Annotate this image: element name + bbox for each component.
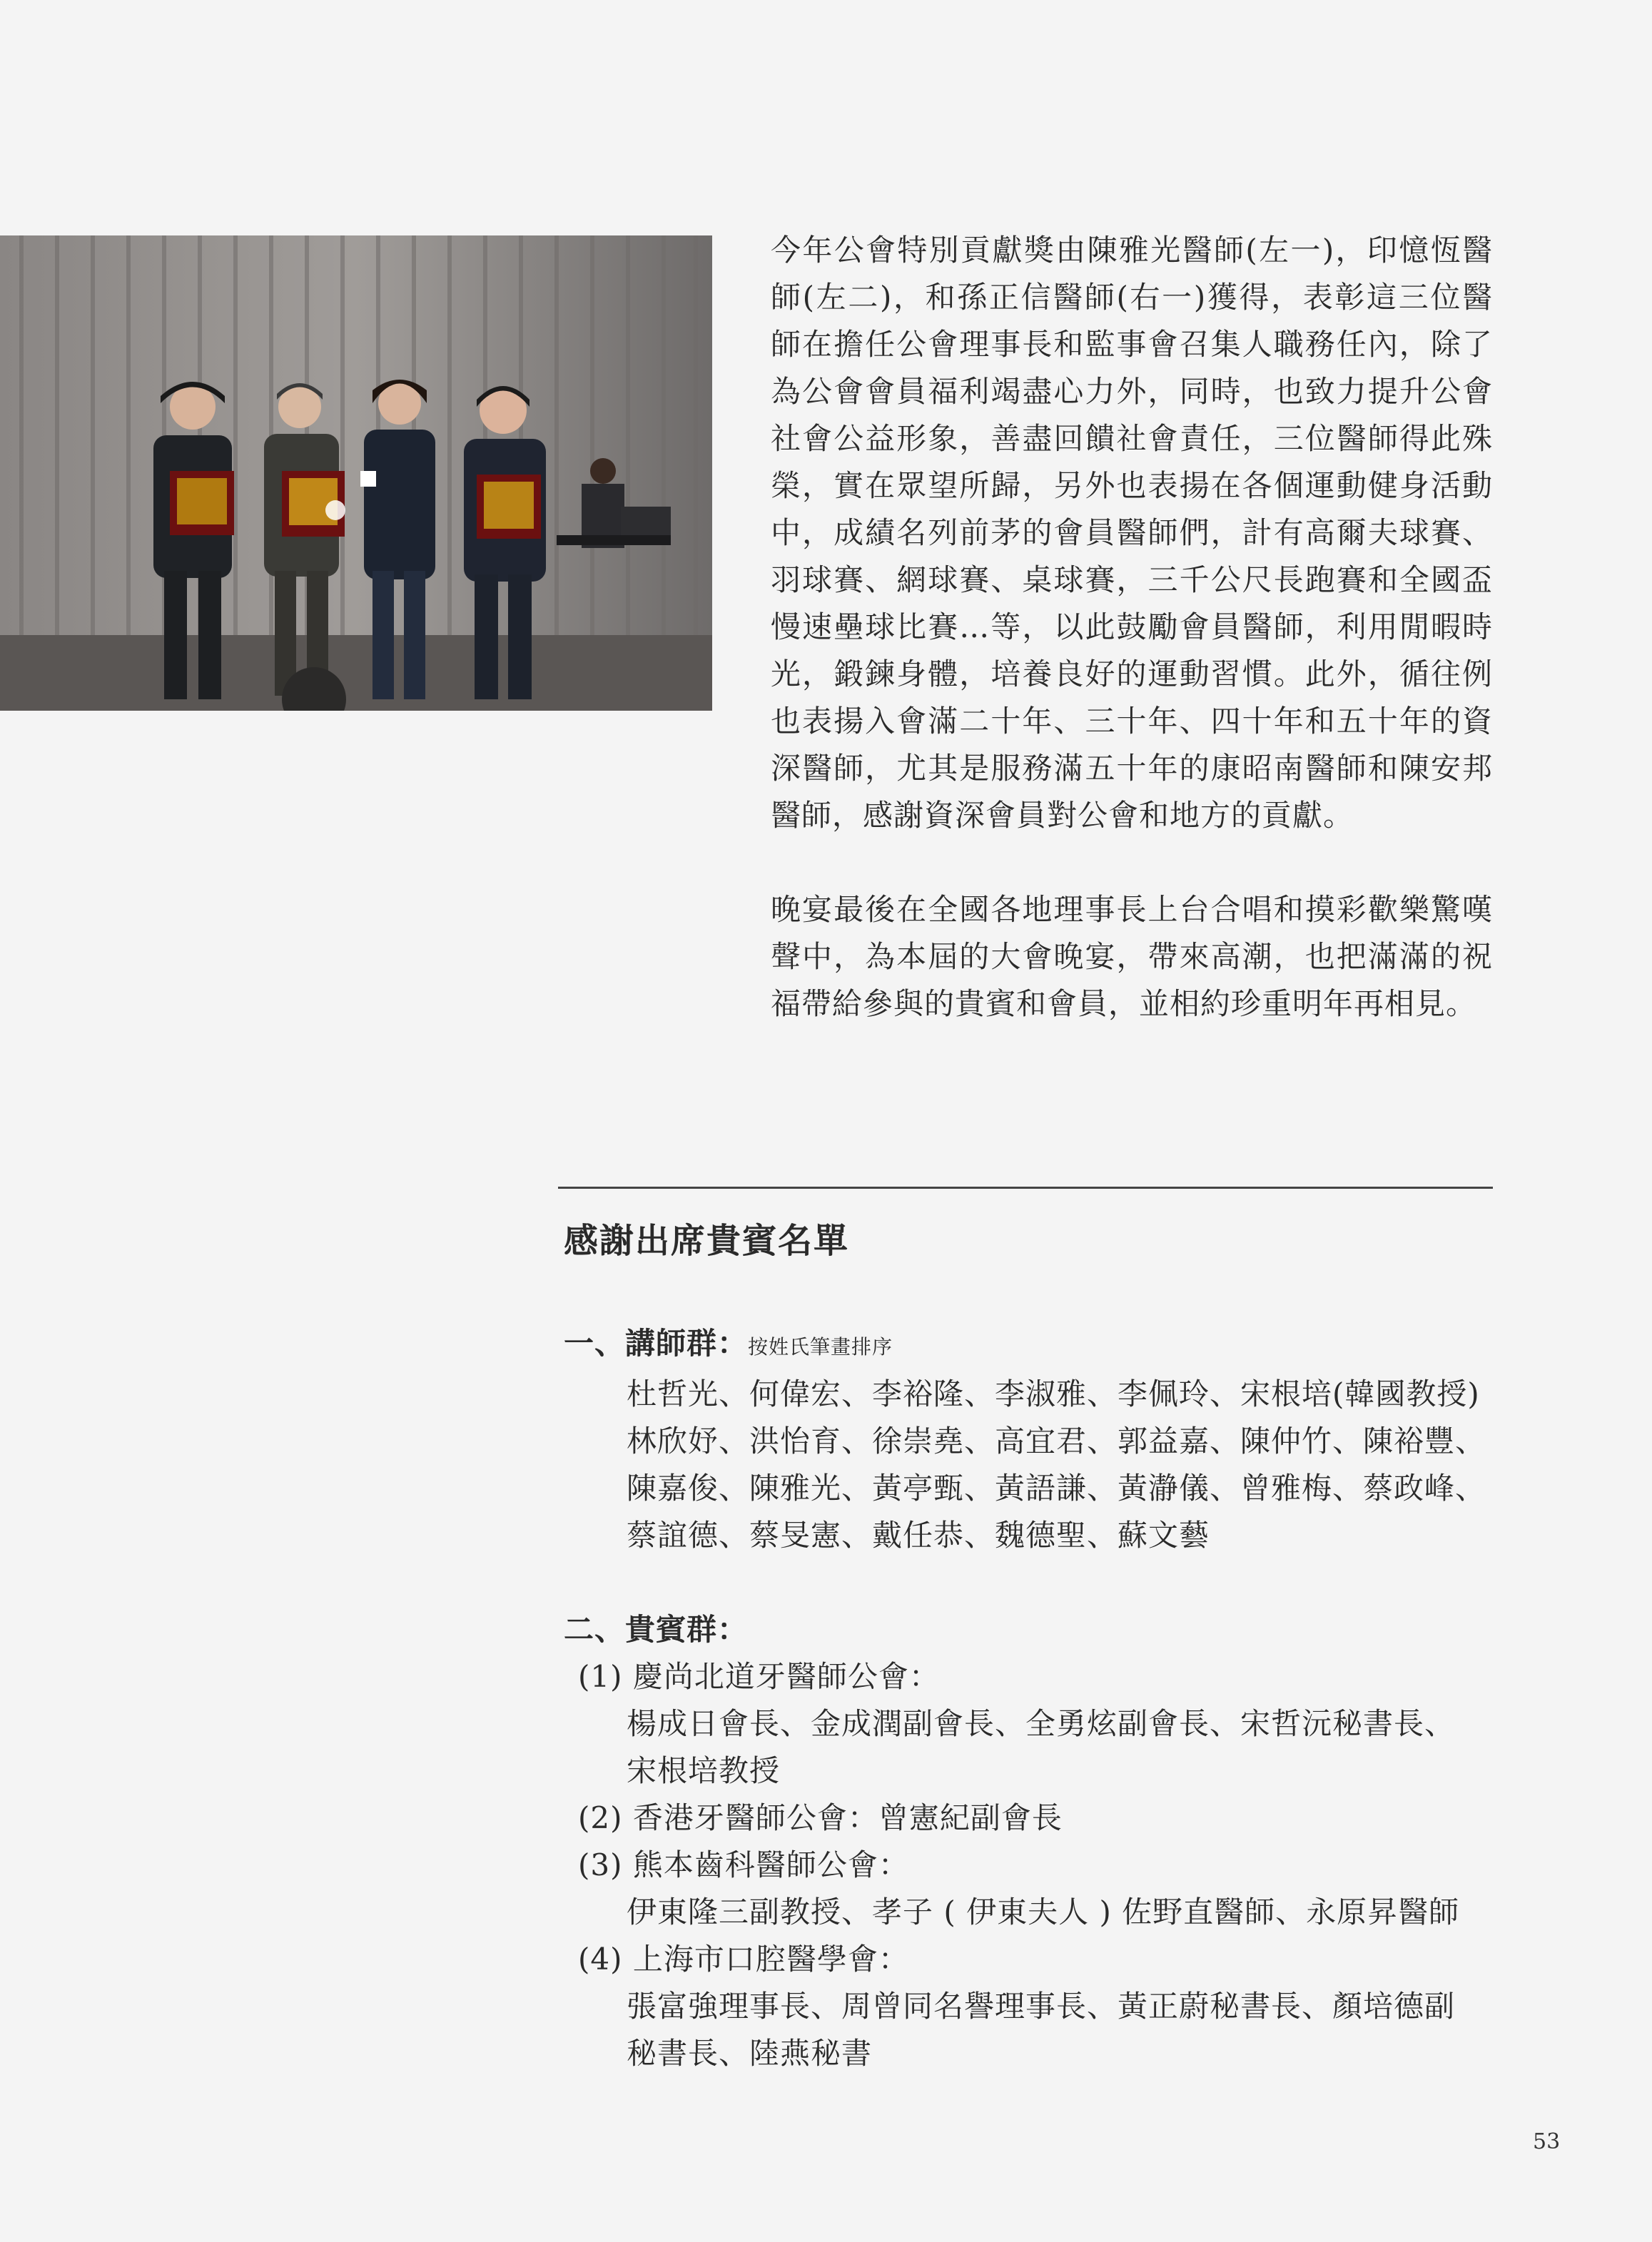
speakers-title: 一、講師群： <box>564 1326 749 1361</box>
guest-org-heading: (1) 慶尚北道牙醫師公會： <box>578 1659 940 1694</box>
guest-org-heading: (2) 香港牙醫師公會：曾憲紀副會長 <box>578 1800 1063 1835</box>
ceremony-photo <box>0 235 712 711</box>
guest-org-names: 伊東隆三副教授、孝子 ( 伊東夫人 ) 佐野直醫師、永原昇醫師 <box>627 1894 1460 1929</box>
speakers-line: 林欣妤、洪怡育、徐崇堯、高宜君、郭益嘉、陳仲竹、陳裕豐、 <box>627 1424 1486 1459</box>
page-number: 53 <box>1533 2129 1561 2154</box>
speakers-note: 按姓氏筆畫排序 <box>748 1335 893 1359</box>
guest-org-4 <box>564 1936 1499 2077</box>
speakers-line: 蔡誼德、蔡旻憲、戴任恭、魏德聖、蘇文藝 <box>627 1518 1210 1553</box>
guest-org-names: 楊成日會長、金成潤副會長、全勇炫副會長、宋哲沅秘書長、 <box>627 1706 1456 1741</box>
speakers-group <box>564 1320 1499 1559</box>
award-ceremony-photo-icon <box>0 235 712 711</box>
intro-paragraph-1: 今年公會特別貢獻獎由陳雅光醫師(左一)，印憶恆醫師(左二)，和孫正信醫師(右一)獲得，表彰這三位醫師在擔任公會理事長和監事會召集人職務任內，除了為公會會員福利竭盡心力外，同時，也致力提升公會社會公益形象，善盡回饋社會責任，三位醫師得此殊榮，實在眾望所歸，另外也表揚在各個運動健身活動中，成績名列前茅的會員醫師們，計有高爾夫球賽、羽球賽、網球賽、桌球賽，三千公尺長跑賽和全國盃慢速壘球比賽…等，以此鼓勵會員醫師，利用閒暇時光，鍛鍊身體，培養良好的運動習慣。此外，循往例也表揚入會滿二十年、三十年、四十年和五十年的資深醫師，尤其是服務滿五十年的康昭南醫師和陳安邦醫師，感謝資深會員對公會和地方的貢獻。 <box>771 233 1493 833</box>
guest-org-2 <box>564 1795 1499 1842</box>
guests-title: 二、貴賓群： <box>564 1612 749 1647</box>
speakers-line: 陳嘉俊、陳雅光、黃亭甄、黃語謙、黃瀞儀、曾雅梅、蔡政峰、 <box>627 1471 1486 1506</box>
guest-org-3 <box>564 1842 1499 1936</box>
guest-org-names: 張富強理事長、周曾同名譽理事長、黃正蔚秘書長、顏培德副 <box>627 1989 1456 2024</box>
guest-org-names: 秘書長、陸燕秘書 <box>627 2036 873 2071</box>
intro-text <box>771 227 1493 1075</box>
guest-org-heading: (3) 熊本齒科醫師公會： <box>578 1847 909 1882</box>
guest-org-heading: (4) 上海市口腔醫學會： <box>578 1942 909 1977</box>
section-title: 感謝出席貴賓名單 <box>564 1221 850 1261</box>
speakers-names <box>564 1371 1499 1559</box>
speakers-heading <box>564 1320 1499 1371</box>
intro-paragraph-2: 晚宴最後在全國各地理事長上台合唱和摸彩歡樂驚嘆聲中，為本屆的大會晚宴，帶來高潮，也把滿滿的祝福帶給參與的貴賓和會員，並相約珍重明年再相見。 <box>771 892 1493 1021</box>
guest-org-1 <box>564 1653 1499 1795</box>
guests-heading <box>564 1606 1499 1653</box>
guest-list <box>564 1320 1499 2124</box>
speakers-line: 杜哲光、何偉宏、李裕隆、李淑雅、李佩玲、宋根培(韓國教授) <box>627 1376 1480 1411</box>
guests-group <box>564 1606 1499 2077</box>
section-divider <box>558 1187 1493 1189</box>
guest-org-names: 宋根培教授 <box>627 1753 781 1788</box>
